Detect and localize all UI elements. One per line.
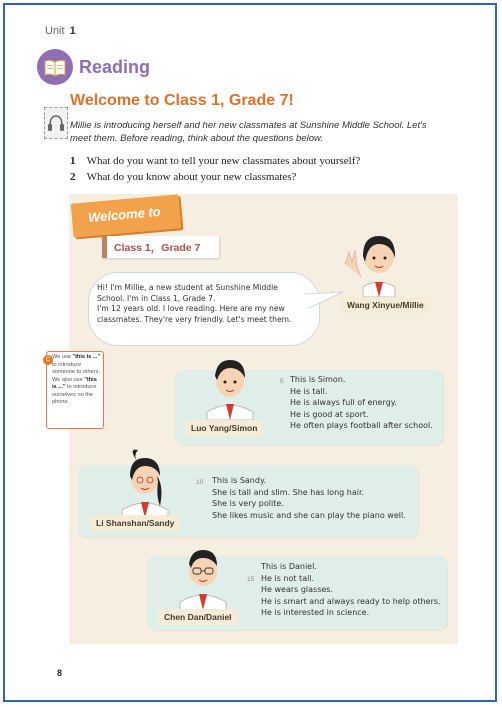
name-tag-simon: Luo Yang/Simon bbox=[185, 420, 263, 436]
welcome-text: Welcome to bbox=[87, 203, 162, 226]
note-part: to introduce ourselves on the phone. bbox=[52, 384, 97, 405]
speech-line: School. I'm in Class 1, Grade 7. bbox=[97, 293, 216, 303]
speech-line: I'm 12 years old. I love reading. Here are my new bbox=[97, 304, 285, 313]
description-line: This is Sandy. bbox=[212, 476, 267, 485]
sandy-avatar bbox=[110, 446, 180, 518]
name-tag-sandy: Li Shanshan/Sandy bbox=[90, 515, 180, 531]
question-text: What do you know about your new classmates? bbox=[86, 171, 297, 183]
line-number: 10 bbox=[196, 479, 204, 486]
millie-avatar bbox=[343, 222, 413, 297]
intro-text: Millie is introducing herself and her new classmates at Sunshine Middle School. Let's meet them. Before reading, think about the questions below. bbox=[70, 120, 427, 144]
speech-line: classmates. They're very friendly. Let's meet them. bbox=[97, 314, 292, 324]
description-line: He is interested in science. bbox=[261, 608, 370, 617]
question-1 bbox=[70, 155, 360, 167]
unit-label bbox=[45, 25, 76, 37]
description-line: This is Simon. bbox=[290, 375, 346, 384]
name-tag-millie: Wang Xinyue/Millie bbox=[341, 297, 430, 313]
description-line: He is not tall. bbox=[261, 573, 315, 583]
daniel-avatar bbox=[168, 540, 238, 610]
description-line: He is smart and always ready to help others. bbox=[261, 596, 441, 606]
unit-word: Unit bbox=[45, 25, 65, 37]
note-emphasis: "this is ..." bbox=[72, 354, 101, 360]
question-text: What do you want to tell your new classmates about yourself? bbox=[86, 155, 361, 167]
note-text bbox=[52, 354, 102, 407]
question-2 bbox=[70, 171, 296, 183]
description-line: He is tall. bbox=[290, 386, 328, 396]
note-badge: C bbox=[43, 355, 53, 365]
description-line: She likes music and she can play the piano well. bbox=[212, 510, 406, 520]
page-number: 8 bbox=[57, 668, 63, 678]
description-line: She is tall and slim. She has long hair. bbox=[212, 487, 365, 497]
note-part: to introduce someone to others. We also use bbox=[52, 361, 100, 383]
simon-avatar bbox=[195, 350, 265, 420]
daniel-description bbox=[261, 561, 447, 619]
description-line: This is Daniel. bbox=[261, 562, 317, 571]
line-number: 5 bbox=[280, 378, 284, 385]
headphones-icon bbox=[45, 108, 67, 138]
lesson-title: Welcome to Class 1, Grade 7! bbox=[70, 92, 294, 109]
speech-bubble-tail bbox=[305, 290, 345, 314]
question-number: 1 bbox=[70, 155, 76, 167]
speech-line: Hi! I'm Millie, a new student at Sunshine Middle bbox=[97, 283, 278, 292]
class-label: Class 1，Grade 7 bbox=[114, 242, 201, 254]
question-number: 2 bbox=[70, 171, 76, 183]
note-emphasis: "this is ..." bbox=[52, 376, 97, 390]
line-number: 15 bbox=[247, 576, 255, 583]
description-line: He is good at sport. bbox=[290, 409, 369, 419]
millie-speech bbox=[97, 283, 309, 325]
section-title: Reading bbox=[79, 57, 151, 77]
note-part: We use bbox=[52, 354, 73, 360]
name-tag-daniel: Chen Dan/Daniel bbox=[158, 609, 238, 625]
section-header bbox=[37, 49, 237, 87]
simon-description bbox=[290, 374, 440, 432]
audio-button[interactable] bbox=[44, 107, 68, 139]
unit-number: 1 bbox=[69, 25, 76, 37]
description-line: He often plays football after school. bbox=[290, 421, 433, 430]
book-icon bbox=[37, 49, 73, 85]
description-line: He wears glasses. bbox=[261, 585, 334, 594]
description-line: He is always full of energy. bbox=[290, 398, 397, 407]
grammar-note bbox=[46, 351, 104, 429]
description-line: She is very polite. bbox=[212, 499, 284, 508]
sandy-description bbox=[212, 475, 418, 521]
